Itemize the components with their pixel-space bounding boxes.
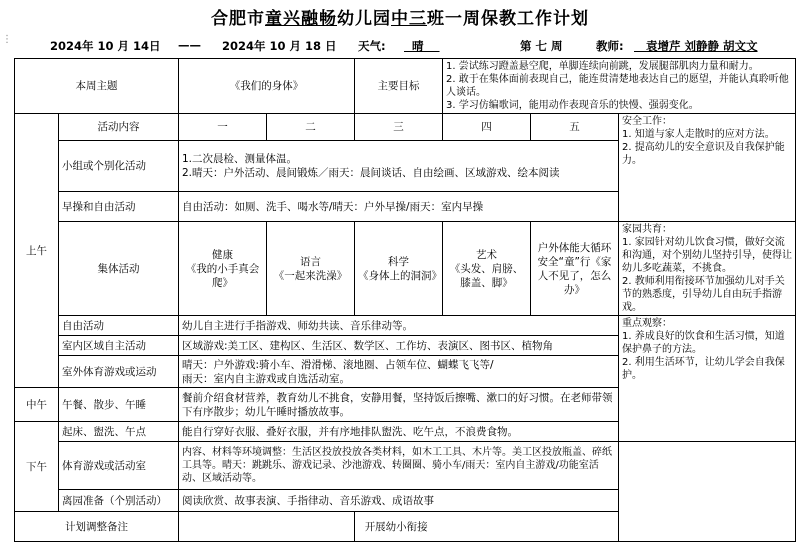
weather-value: 晴 — [412, 39, 424, 53]
family-title: 家园共育： — [622, 224, 672, 235]
row-label: 室内区域自主活动 — [59, 336, 179, 356]
safety-notes — [619, 114, 796, 222]
group-activity: 语言 《一起来洗澡》 — [267, 222, 355, 316]
day-header: 五 — [531, 114, 619, 141]
teacher-label: 教师: — [596, 39, 624, 53]
title-suffix: 班一周保教工作计划 — [427, 9, 589, 29]
family-item: 1. 家园针对幼儿饮食习惯，做好交流和沟通，对个别幼儿坚持引导，使得让幼儿多吃蔬菜，不挑食。 — [622, 237, 792, 274]
focus-item: 2. 利用生活环节，让幼儿学会自我保护。 — [622, 357, 785, 381]
title-school: 童兴融畅 — [265, 9, 337, 29]
goal-item: 3. 学习仿编歌词，能用动作表现音乐的快慢、强弱变化。 — [446, 100, 699, 111]
group-activity: 艺术 《头发、肩膀、膝盖、脚》 — [443, 222, 531, 316]
period-morning: 上午 — [15, 114, 59, 388]
family-item: 2. 教师利用衔接环节加强幼儿对手关节的熟悉度，引导幼儿自由玩手指游戏。 — [622, 276, 785, 313]
date-dash: —— — [178, 38, 201, 52]
meta-line — [0, 38, 800, 56]
period-afternoon: 下午 — [15, 422, 59, 512]
title-class: 中三 — [391, 9, 427, 29]
family-notes — [619, 222, 796, 316]
row-label: 离园准备（个别活动） — [59, 490, 179, 512]
small-group-content: 1.二次晨检、测量体温。 2.晴天：户外活动、晨间锻炼／雨天：晨间谈话、自由绘画、区域游戏、绘本阅读 — [179, 141, 619, 192]
leave-content: 阅读欣赏、故事表演、手指律动、音乐游戏、成语故事 — [179, 490, 619, 512]
week-number: 第 七 周 — [520, 39, 563, 53]
wake-content: 能自行穿好衣服、叠好衣服，并有序地排队盥洗、吃午点，不浪费食物。 — [179, 422, 619, 442]
row-label: 集体活动 — [59, 222, 179, 316]
focus-title: 重点观察： — [622, 318, 672, 329]
row-label: 午餐、散步、午睡 — [59, 388, 179, 422]
title-yuan: 幼儿园 — [337, 9, 391, 29]
indoor-area-content: 区域游戏:美工区、建构区、生活区、数学区、工作坊、表演区、图书区、植物角 — [179, 336, 619, 356]
adjust-label: 计划调整备注 — [15, 512, 179, 542]
goal-label: 主要目标 — [355, 59, 443, 114]
document-title — [0, 4, 800, 29]
teacher-names: 袁增芹 刘静静 胡文文 — [646, 39, 758, 53]
date-start: 2024年 10 月 14日 — [50, 39, 161, 53]
goal-item: 1. 尝试练习蹬盖悬空爬，单脚连续向前跳，发展腿部肌肉力量和耐力。 — [446, 61, 759, 72]
group-activity: 科学 《身体上的洞洞》 — [355, 222, 443, 316]
weather-label: 天气: — [358, 39, 386, 53]
safety-item: 2. 提高幼儿的安全意识及自我保护能力。 — [622, 142, 785, 166]
bridge-note: 开展幼小衔接 — [355, 512, 619, 542]
title-city: 合肥市 — [211, 9, 265, 29]
focus-item: 1. 养成良好的饮食和生活习惯，知道保护鼻子的方法。 — [622, 331, 785, 355]
safety-item: 1. 知道与家人走散时的应对方法。 — [622, 129, 775, 140]
period-noon: 中午 — [15, 388, 59, 422]
day-header: 一 — [179, 114, 267, 141]
adjust-blank — [179, 512, 355, 542]
theme-label: 本周主题 — [15, 59, 179, 114]
activity-header: 活动内容 — [59, 114, 179, 141]
outdoor-content: 晴天：户外游戏:骑小车、滑滑梯、滚地圈、占领车位、蝴蝶飞飞等/ 雨天：室内自主游戏或自选活动室。 — [179, 356, 619, 388]
row-label: 体育游戏或活动室 — [59, 442, 179, 490]
group-activity: 户外体能大循环 安全“童”行《家人不见了，怎么办》 — [531, 222, 619, 316]
row-label: 小组或个别化活动 — [59, 141, 179, 192]
row-label: 自由活动 — [59, 316, 179, 336]
plan-table — [14, 58, 796, 542]
row-label: 室外体育游戏或运动 — [59, 356, 179, 388]
date-end: 2024年 10 月 18 日 — [222, 39, 337, 53]
margin-mark: ⋮ — [2, 34, 12, 45]
morning-exercise-content: 自由活动：如厕、洗手、喝水等/晴天：户外早操/雨天：室内早操 — [179, 192, 619, 222]
day-header: 四 — [443, 114, 531, 141]
day-header: 三 — [355, 114, 443, 141]
day-header: 二 — [267, 114, 355, 141]
side-blank — [619, 442, 796, 542]
focus-notes — [619, 316, 796, 442]
row-label: 早操和自由活动 — [59, 192, 179, 222]
free-activity-content: 幼儿自主进行手指游戏、师幼共读、音乐律动等。 — [179, 316, 619, 336]
safety-title: 安全工作： — [622, 116, 672, 127]
group-activity: 健康 《我的小手真会爬》 — [179, 222, 267, 316]
lunch-content: 餐前介绍食材营养，教育幼儿不挑食，安静用餐，坚持饭后擦嘴、漱口的好习惯。在老师带领下有序散步；幼儿午睡时播放故事。 — [179, 388, 619, 422]
theme-value: 《我们的身体》 — [179, 59, 355, 114]
goal-list — [443, 59, 796, 114]
row-label: 起床、盥洗、午点 — [59, 422, 179, 442]
goal-item: 2. 敢于在集体面前表现自己，能连贯清楚地表达自己的愿望，并能认真聆听他人谈话。 — [446, 74, 789, 98]
pe-content: 内容、材料等环境调整：生活区投放投放各类材料，如木工工具、木片等。美工区投放瓶盖、碎纸工具等。晴天：跳跳乐、游戏记录、沙池游戏、转圈圈、骑小车/雨天：室内自主游戏/功能室活动、区域活动等。 — [179, 442, 619, 490]
